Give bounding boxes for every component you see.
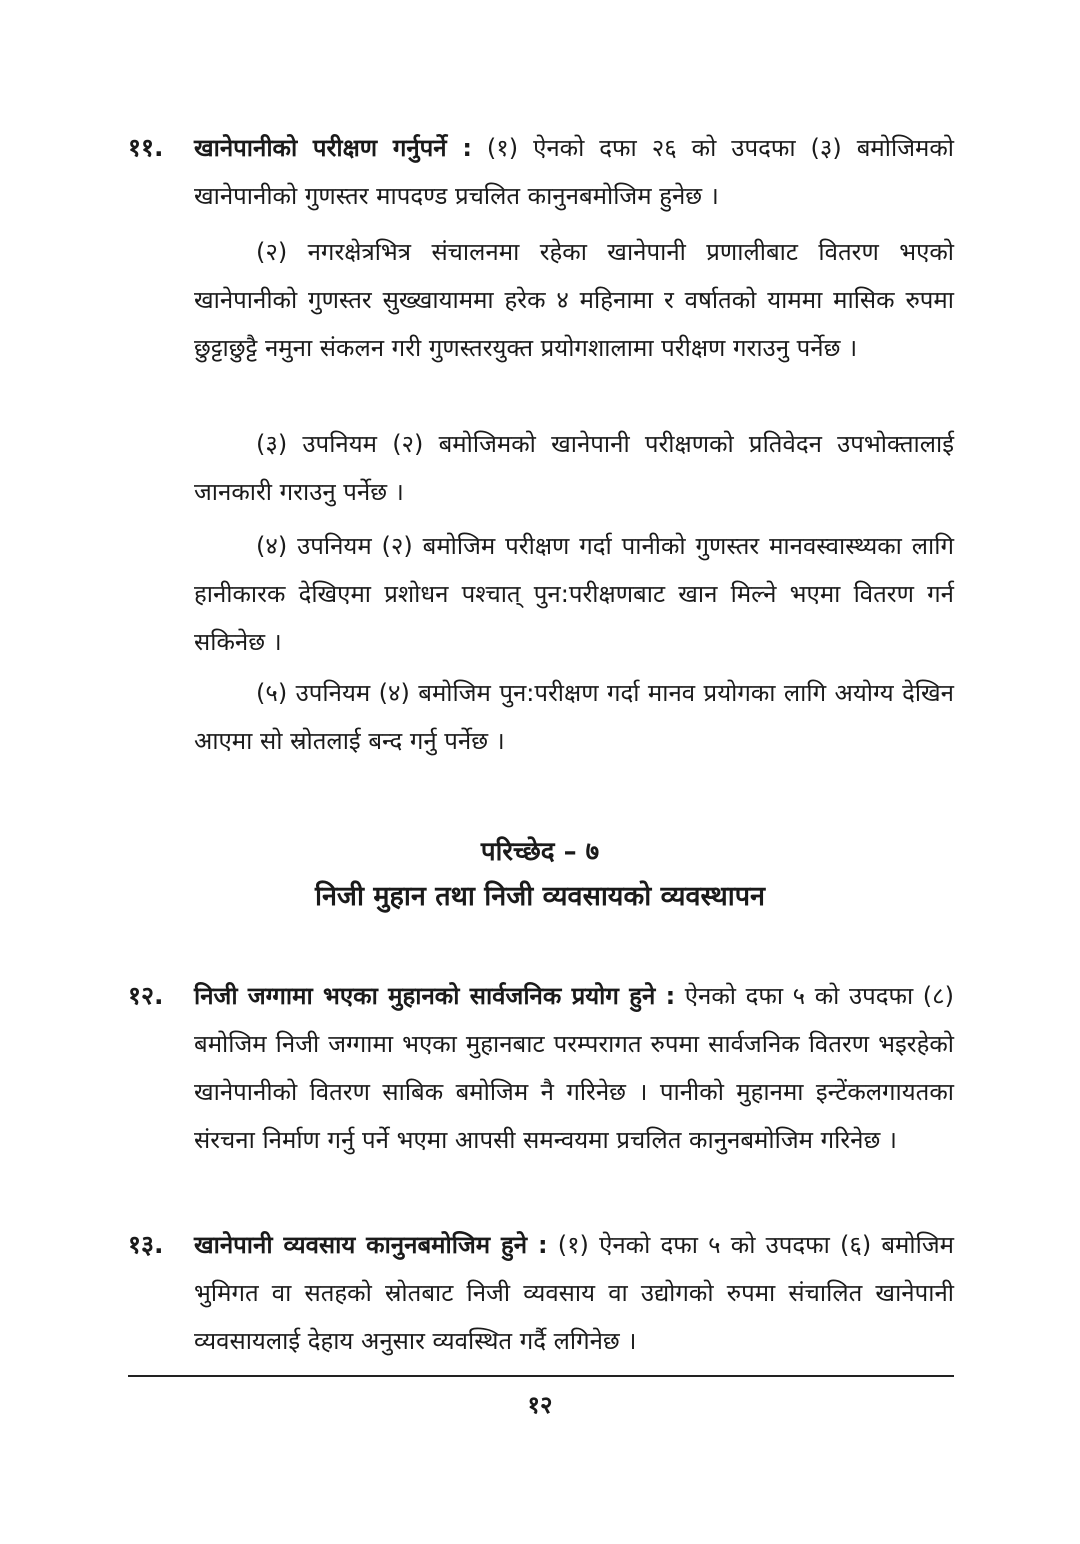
section-number: ११.	[128, 133, 164, 162]
section-text: (१) ऐनको दफा ५ को उपदफा (६) बमोजिम भुमिगत वा सतहको स्रोतबाट निजी व्यवसाय वा उद्योगको रुपमा संचालित खानेपानी व्यवसायलाई देहाय अनुसार व्यवस्थित गर्दै लगिनेछ ।	[194, 1231, 954, 1355]
subsection-3: (३) उपनियम (२) बमोजिमको खानेपानी परीक्षणको प्रतिवेदन उपभोक्तालाई जानकारी गराउनु पर्नेछ ।	[194, 430, 954, 506]
section-body	[194, 972, 954, 1164]
chapter-title: निजी मुहान तथा निजी व्यवसायको व्यवस्थापन	[314, 881, 766, 912]
section-11	[128, 124, 954, 220]
footer-divider	[128, 1375, 954, 1377]
subsection-5: (५) उपनियम (४) बमोजिम पुन:परीक्षण गर्दा मानव प्रयोगका लागि अयोग्य देखिन आएमा सो स्रोतलाई बन्द गर्नु पर्नेछ ।	[194, 679, 954, 755]
section-heading: निजी जग्गामा भएका मुहानको सार्वजनिक प्रयोग हुने :	[194, 982, 676, 1010]
section-body	[194, 1221, 954, 1365]
section-text: ऐनको दफा ५ को उपदफा (८) बमोजिम निजी जग्गामा भएका मुहानबाट परम्परागत रुपमा सार्वजनिक वितरण भइरहेको खानेपानीको वितरण साबिक बमोजिम नै गरिनेछ । पानीको मुहानमा इन्टेंकलगायतका संरचना निर्माण गर्नु पर्ने भएमा आपसी समन्वयमा प्रचलित कानुनबमोजिम गरिनेछ ।	[194, 982, 954, 1154]
section-body	[194, 124, 954, 220]
section-heading: खानेपानी व्यवसाय कानुनबमोजिम हुने :	[194, 1231, 548, 1259]
section-heading: खानेपानीको परीक्षण गर्नुपर्ने :	[194, 134, 472, 162]
subsection-2: (२) नगरक्षेत्रभित्र संचालनमा रहेका खानेपानी प्रणालीबाट वितरण भएको खानेपानीको गुणस्तर सुख्खायाममा हरेक ४ महिनामा र वर्षातको याममा मासिक रुपमा छुट्टाछुट्टै नमुना संकलन गरी गुणस्तरयुक्त प्रयोगशालामा परीक्षण गराउनु पर्नेछ ।	[194, 238, 954, 362]
subsection-4: (४) उपनियम (२) बमोजिम परीक्षण गर्दा पानीको गुणस्तर मानवस्वास्थ्यका लागि हानीकारक देखिएमा प्रशोधन पश्चात् पुन:परीक्षणबाट खान मिल्ने भएमा वितरण गर्न सकिनेछ ।	[194, 532, 954, 656]
section-number: १२.	[128, 981, 164, 1010]
page-number: १२	[527, 1391, 553, 1419]
chapter-label: परिच्छेद – ७	[480, 837, 600, 867]
section-text: (१) ऐनको दफा २६ को उपदफा (३) बमोजिमको खानेपानीको गुणस्तर मापदण्ड प्रचलित कानुनबमोजिम हुनेछ ।	[194, 134, 955, 210]
section-12	[128, 972, 954, 1164]
section-13	[128, 1221, 954, 1365]
section-number: १३.	[128, 1230, 164, 1259]
